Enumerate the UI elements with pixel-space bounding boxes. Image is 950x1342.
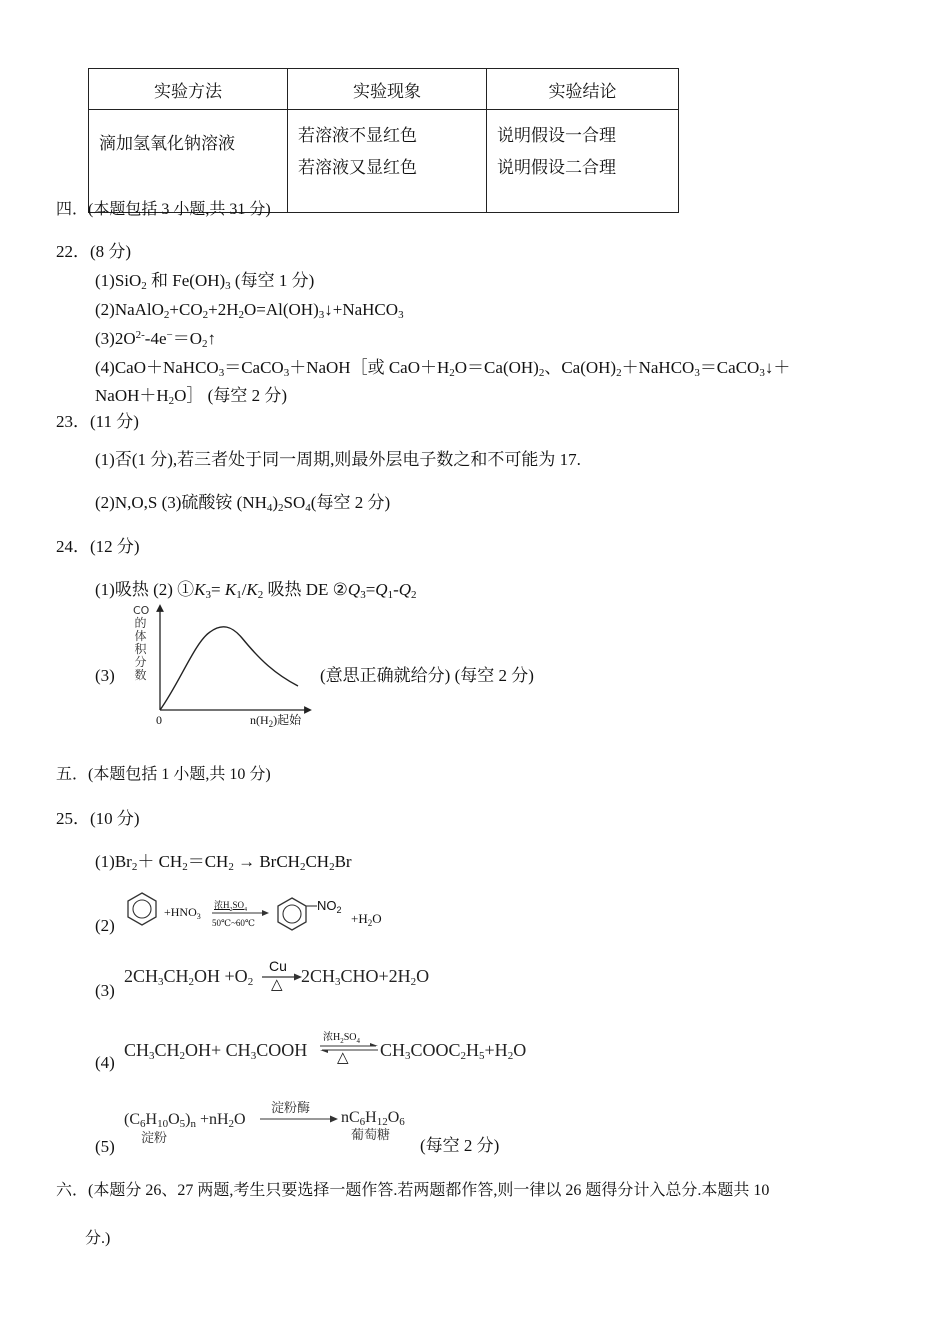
q24-answer-3-note: (意思正确就给分) (每空 2 分) xyxy=(320,666,534,685)
y-label-char: 体 xyxy=(134,629,147,643)
glucose-product: $nC_6H_{12}O_6$ xyxy=(341,1109,405,1128)
experiment-table xyxy=(88,68,679,213)
reversible-arrow-icon xyxy=(318,1043,380,1053)
esterification-reactants: $CH_3CH_2OH+$ $CH_3COOH$ xyxy=(124,1040,308,1062)
q22-answer-4-cont: $NaOH+H_2O]$ (每空 2 分) xyxy=(95,386,288,407)
q25-answer-1: $(1)Br_2+ CH_2=CH_2$ → $BrCH_2CH_2Br$ xyxy=(95,852,352,873)
y-label-char: CO xyxy=(133,604,150,617)
label-glucose: 葡萄糖 xyxy=(351,1128,391,1143)
q24-heading: 24．(12 分) xyxy=(56,537,140,556)
table-header-row xyxy=(89,69,679,110)
table-header-conclusion: 实验结论 xyxy=(487,69,679,110)
heat-symbol: △ xyxy=(337,1050,349,1066)
table-header-phenomenon: 实验现象 xyxy=(288,69,487,110)
q23-heading: 23．(11 分) xyxy=(56,412,139,431)
y-label-char: 数 xyxy=(134,668,147,682)
table-header-method: 实验方法 xyxy=(89,69,288,110)
q22-heading: 22．(8 分) xyxy=(56,242,132,261)
graph-curve xyxy=(160,627,298,710)
table-cell-method: 滴加氢氧化钠溶液 xyxy=(89,110,288,213)
label-starch: 淀粉 xyxy=(141,1131,168,1146)
graph-origin-label: 0 xyxy=(156,713,162,727)
phenomenon-1: 若溶液不显红色 xyxy=(298,126,417,145)
section-6-title-cont: 分.) xyxy=(85,1230,111,1247)
co-volume-fraction-graph xyxy=(150,602,315,717)
table-cell-conclusion xyxy=(487,110,679,213)
q23-answer-2: (2)N,O,S (3)硫酸铵 $(NH_4)_2SO_4$(每空 2 分) xyxy=(95,493,391,514)
q25-heading: 25．(10 分) xyxy=(56,809,140,828)
q25-answer-3-label: (3) xyxy=(95,981,115,1000)
y-label-char: 分 xyxy=(134,655,147,669)
reaction-arrow-icon xyxy=(212,909,270,917)
catalyst-amylase: 淀粉酶 xyxy=(271,1101,311,1116)
catalyst-conc-h2so4: 浓$H_2SO_4$ xyxy=(323,1032,361,1045)
condition-conc-h2so4: 浓$H_2SO_4$ xyxy=(214,900,248,913)
graph-x-axis-label: $n(H_2)$起始 xyxy=(250,713,302,729)
q23-answer-1: (1)否(1 分),若三者处于同一周期,则最外层电子数之和不可能为 17. xyxy=(95,450,581,469)
esterification-products: $CH_3COOC_2H_5+H_2O$ xyxy=(380,1040,527,1062)
conclusion-2: 说明假设二合理 xyxy=(497,158,616,177)
product-water: $+H_2O$ xyxy=(351,911,382,928)
ethanol-oxidation-products: $2CH_3CHO+2H_2O$ xyxy=(301,966,430,988)
ethanol-oxidation-reactants: $2CH_3CH_2OH +O_2$ xyxy=(124,966,254,988)
benzene-ring-icon xyxy=(122,889,162,929)
graph-y-axis-label xyxy=(133,604,148,682)
q22-answer-2: $(2)NaAlO_2+CO_2+2H_2O=Al(OH)_3↓+NaHCO_3$ xyxy=(95,300,404,321)
q22-answer-1: (1)SiO$_2$ 和 $Fe(OH)_3$ (每空 1 分) xyxy=(95,271,315,292)
heat-symbol: △ xyxy=(271,977,283,993)
q24-answer-1: (1)吸热 (2) $①K_3= K_1/K_2$ 吸热 DE $②Q_3=Q_1-Q_2$ xyxy=(95,580,417,601)
q22-answer-3: $(3)2O^{2-}-4e^-=O_2↑$ xyxy=(95,329,216,350)
starch-reactants: $(C_6H_{10}O_5)_n +nH_2O$ xyxy=(124,1111,246,1130)
y-label-char: 的 xyxy=(134,616,147,630)
q24-answer-3-label: (3) xyxy=(95,666,115,685)
section-4-title: 四．(本题包括 3 小题,共 31 分) xyxy=(56,201,271,218)
q25-answer-2-label: (2) xyxy=(95,916,115,935)
reagent-hno3: $+HNO_3$ xyxy=(164,905,201,921)
q25-answer-5-note: (每空 2 分) xyxy=(420,1136,500,1155)
section-5-title: 五．(本题包括 1 小题,共 10 分) xyxy=(56,766,271,783)
table-cell-phenomenon xyxy=(288,110,487,213)
conclusion-1: 说明假设一合理 xyxy=(497,126,616,145)
table-row xyxy=(89,110,679,213)
nitro-group: $NO_2$ xyxy=(317,898,342,915)
q25-answer-5-label: (5) xyxy=(95,1137,115,1156)
q22-answer-4: (4)CaO＋NaHCO$_3$＝CaCO$_3$＋NaOH［或 $CaO+H_2O=Ca(OH)_2$、$Ca(OH)_2+NaHCO_3=CaCO_3↓+$ xyxy=(95,358,791,379)
phenomenon-2: 若溶液又显红色 xyxy=(298,158,417,177)
y-label-char: 积 xyxy=(134,642,147,656)
catalyst-cu: Cu xyxy=(269,958,287,974)
section-6-title: 六．(本题分 26、27 两题,考生只要选择一题作答.若两题都作答,则一律以 26 题得分计入总分.本题共 10 xyxy=(56,1182,770,1199)
condition-temperature: 50℃~60℃ xyxy=(212,918,256,928)
q25-answer-4-label: (4) xyxy=(95,1053,115,1072)
nitrobenzene-ring-icon xyxy=(272,894,318,934)
reaction-arrow-icon xyxy=(260,1115,338,1123)
